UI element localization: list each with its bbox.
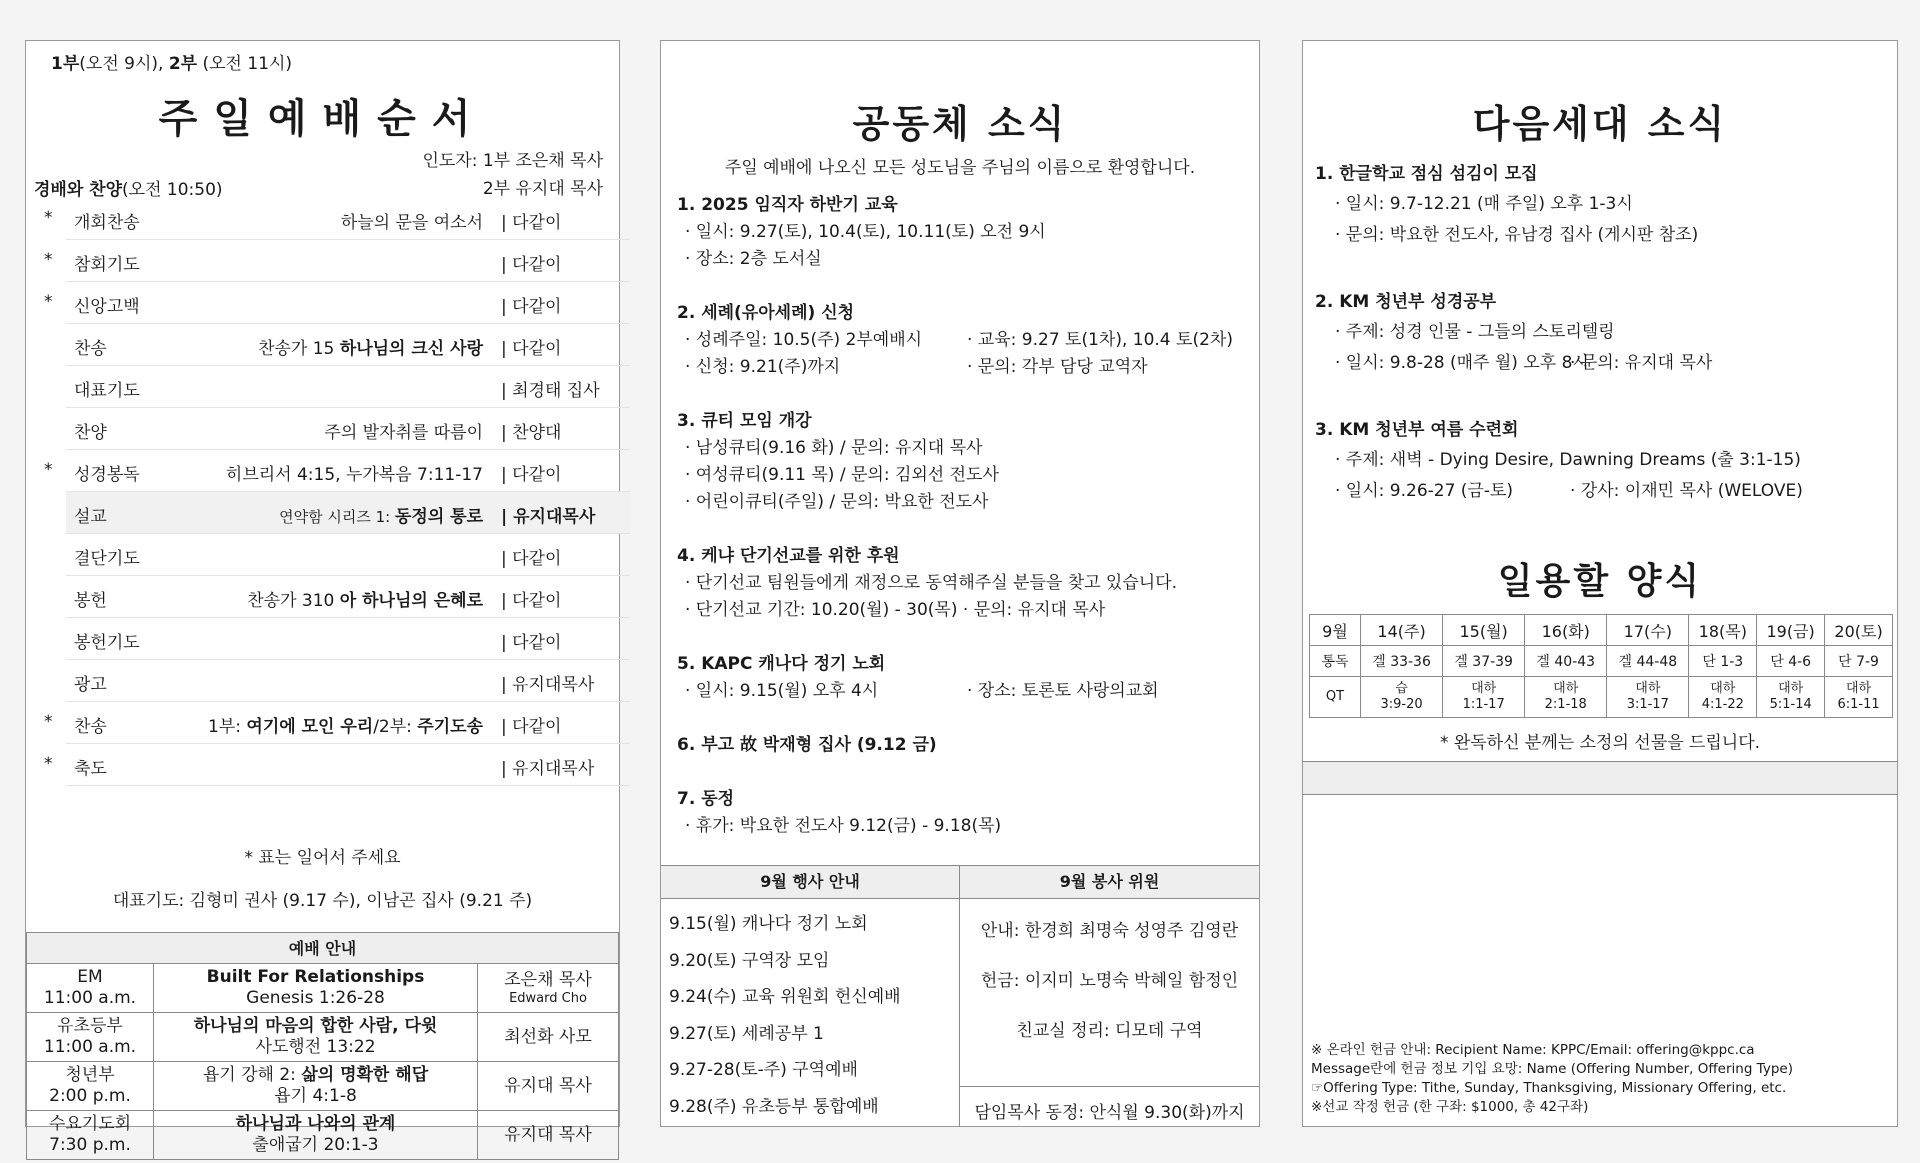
news-line-text-2: · 교육: 9.27 토(1차), 10.4 토(2차) xyxy=(967,330,1233,350)
detail-series: 연약함 시리즈 1: xyxy=(279,508,395,526)
leader-1: 인도자: 1부 조은채 목사 xyxy=(422,151,603,171)
order-item-name: 대표기도 xyxy=(74,381,140,401)
news-line-text: · 일시: 9.26-27 (금-토) xyxy=(1335,481,1514,501)
news-heading: 3. 큐티 모임 개강 xyxy=(677,411,812,431)
service-message-cell xyxy=(154,1013,478,1062)
reading-cell: 겔 33-36 xyxy=(1361,646,1443,677)
qt-cell xyxy=(1607,677,1689,718)
reading-cell: 겔 37-39 xyxy=(1443,646,1525,677)
news-line xyxy=(1315,189,1885,220)
events-title: 9월 행사 안내 xyxy=(661,866,959,899)
order-row xyxy=(44,198,630,240)
reading-cell: 단 1-3 xyxy=(1689,646,1757,677)
qt-book: 습 xyxy=(1395,681,1408,696)
detail-title: 하나님의 크신 사랑 xyxy=(339,339,483,359)
qt-verses: 3:9-20 xyxy=(1380,697,1423,712)
service-title: 하나님과 나와의 관계 xyxy=(235,1114,396,1134)
service-group: EM xyxy=(77,967,103,987)
service-speaker: 유지대 목사 xyxy=(504,1124,592,1145)
news-line-text: · 일시: 9.27(토), 10.4(토), 10.11(토) 오전 9시 xyxy=(685,222,1046,242)
news-line xyxy=(1315,445,1885,476)
qt-cell xyxy=(1525,677,1607,718)
news-heading: 2. KM 청년부 성경공부 xyxy=(1315,292,1497,312)
reading-plan-day: 14(주) xyxy=(1361,615,1443,646)
next-generation-panel xyxy=(1302,40,1898,1127)
service-message-cell xyxy=(154,1062,478,1111)
news-line-text-2: · 장소: 토론토 사랑의교회 xyxy=(967,681,1159,701)
next-gen-list xyxy=(1315,159,1885,543)
qt-row xyxy=(1310,677,1893,718)
service-group: 청년부 xyxy=(65,1065,115,1085)
service-row xyxy=(27,964,619,1013)
news-line xyxy=(677,246,1247,273)
detail-title: 여기에 모인 우리 xyxy=(246,717,374,737)
standing-note: * 표는 일어서 주세요 xyxy=(244,848,401,868)
order-item-name: 결단기도 xyxy=(74,549,140,569)
news-line-text-2: · 문의: 유지대 목사 xyxy=(1570,353,1713,373)
news-line xyxy=(677,489,1247,516)
news-line xyxy=(677,813,1247,840)
service-time: 11:00 a.m. xyxy=(43,1037,137,1057)
detail-title-2: 주기도송 xyxy=(417,717,483,737)
online-line-1: ※ 온라인 헌금 안내: Recipient Name: KPPC/Email: offering@kppc.ca xyxy=(1311,1042,1755,1058)
reading-plan-table xyxy=(1309,614,1893,718)
september-schedule xyxy=(661,865,1259,1127)
news-heading: 6. 부고 故 박재형 집사 (9.12 금) xyxy=(677,735,937,755)
order-item-detail xyxy=(208,712,483,737)
worship-leaders xyxy=(422,147,603,203)
news-heading: 7. 동정 xyxy=(677,789,735,809)
order-item-leader: | 다같이 xyxy=(501,465,562,485)
event-item: 9.20(토) 구역장 모임 xyxy=(669,950,830,971)
news-line-text: · 주제: 성경 인물 - 그들의 스토리텔링 xyxy=(1335,322,1615,342)
news-line-text: · 휴가: 박요한 전도사 9.12(금) - 9.18(목) xyxy=(685,816,1002,836)
service-row xyxy=(27,1062,619,1111)
order-item-name: 개회찬송 xyxy=(74,213,140,233)
service-title-line xyxy=(154,967,477,988)
detail-text: 주의 발자취를 따름이 xyxy=(324,423,483,443)
order-item-name: 찬양 xyxy=(74,423,107,443)
service-row xyxy=(27,1111,619,1160)
reading-plan-header xyxy=(1310,615,1893,646)
service-group: 수요기도회 xyxy=(48,1114,132,1134)
standing-marker: * xyxy=(44,712,53,732)
order-row xyxy=(66,492,630,534)
leader-2: 2부 유지대 목사 xyxy=(482,179,603,199)
order-item-leader: | 다같이 xyxy=(501,297,562,317)
online-offering-info xyxy=(1311,1041,1793,1117)
reading-cell: 단 7-9 xyxy=(1825,646,1893,677)
news-item xyxy=(677,299,1247,381)
news-line-text: · 어린이큐티(주일) / 문의: 박요한 전도사 xyxy=(685,492,989,512)
service-time: 2:00 p.m. xyxy=(49,1086,131,1106)
news-line xyxy=(677,678,1247,705)
volunteers-title: 9월 봉사 위원 xyxy=(960,866,1259,899)
service-title: Built For Relationships xyxy=(206,967,425,987)
news-line-text: · 일시: 9.8-28 (매주 월) 오후 8시 xyxy=(1335,353,1589,373)
reading-plan-day: 19(금) xyxy=(1757,615,1825,646)
order-item-name: 찬송 xyxy=(74,339,107,359)
order-row xyxy=(66,534,630,576)
order-item-name: 봉헌 xyxy=(74,591,107,611)
service-scripture: 욥기 4:1-8 xyxy=(274,1086,357,1106)
order-row xyxy=(66,324,630,366)
news-line-text-2: · 강사: 이재민 목사 (WELOVE) xyxy=(1570,481,1803,501)
opening-time: (오전 10:50) xyxy=(122,180,223,200)
news-line xyxy=(1315,220,1885,251)
service-2-label: 2부 xyxy=(168,54,198,74)
qt-verses: 5:1-14 xyxy=(1769,697,1812,712)
detail-prefix: 찬송가 15 xyxy=(258,339,340,359)
event-item: 9.15(월) 캐나다 정기 노회 xyxy=(669,914,868,934)
service-title: 삶의 명확한 해답 xyxy=(301,1065,429,1085)
order-item-leader: | 다같이 xyxy=(501,717,562,737)
qt-verses: 6:1-11 xyxy=(1837,697,1880,712)
qt-book: 대하 xyxy=(1778,681,1804,696)
order-row xyxy=(66,366,630,408)
news-line-text: · 단기선교 팀원들에게 재정으로 동역해주실 분들을 찾고 있습니다. xyxy=(685,573,1178,593)
service-group: 유초등부 xyxy=(57,1016,123,1036)
order-item-leader: | 유지대목사 xyxy=(501,507,596,527)
service-row xyxy=(27,1013,619,1062)
service-title-line xyxy=(154,1114,477,1135)
service-message-cell xyxy=(154,964,478,1013)
qt-book: 대하 xyxy=(1553,681,1579,696)
news-item xyxy=(677,542,1247,624)
news-line xyxy=(677,219,1247,246)
events-list xyxy=(669,906,901,1125)
reading-plan-day: 9월 xyxy=(1310,615,1361,646)
order-item-detail xyxy=(324,418,483,443)
standing-marker: * xyxy=(44,754,53,774)
order-row xyxy=(44,282,630,324)
order-item-leader: | 유지대목사 xyxy=(501,675,595,695)
news-line-text: · 주제: 새벽 - Dying Desire, Dawning Dreams (출 3:1-15) xyxy=(1335,450,1801,470)
service-time: 11:00 a.m. xyxy=(43,988,137,1008)
order-item-leader: | 다같이 xyxy=(501,213,562,233)
order-item-leader: | 유지대목사 xyxy=(501,759,595,779)
worship-order-panel xyxy=(25,40,620,1155)
reading-row xyxy=(1310,646,1893,677)
daily-bread-title: 일용할 양식 xyxy=(1497,561,1703,602)
services-title: 예배 안내 xyxy=(27,933,619,964)
order-item-name: 봉헌기도 xyxy=(74,633,140,653)
order-item-leader: | 다같이 xyxy=(501,339,562,359)
order-item-detail xyxy=(279,502,483,527)
news-item xyxy=(677,785,1247,840)
event-item: 9.24(수) 교육 위원회 헌신예배 xyxy=(669,987,901,1007)
news-item xyxy=(677,191,1247,273)
order-item-name: 축도 xyxy=(74,759,107,779)
detail-mid: /2부: xyxy=(373,717,418,737)
news-item xyxy=(677,731,1247,759)
qt-cell xyxy=(1757,677,1825,718)
news-line xyxy=(677,597,1247,624)
qt-book: 대하 xyxy=(1845,681,1872,696)
order-item-name: 참회기도 xyxy=(74,255,140,275)
detail-text: 하늘의 문을 여소서 xyxy=(340,213,483,233)
qt-cell xyxy=(1361,677,1443,718)
standing-marker: * xyxy=(44,292,53,312)
qt-cell xyxy=(1689,677,1757,718)
order-item-leader: | 다같이 xyxy=(501,549,562,569)
news-line-text: · 여성큐티(9.11 목) / 문의: 김외선 전도사 xyxy=(685,465,999,485)
news-line xyxy=(1315,348,1885,379)
service-scripture: Genesis 1:26-28 xyxy=(246,988,385,1008)
news-heading: 2. 세례(유아세례) 신청 xyxy=(677,303,855,323)
online-line-2: Message란에 헌금 정보 기입 요망: Name (Offering Number, Offering Type) xyxy=(1311,1061,1793,1077)
service-title-line xyxy=(154,1065,477,1086)
service-speaker-cell xyxy=(478,1062,619,1111)
order-item-name: 광고 xyxy=(74,675,107,695)
news-line-text: · 일시: 9.7-12.21 (매 주일) 오후 1-3시 xyxy=(1335,194,1633,214)
news-line-text: · 문의: 박요한 전도사, 유남경 집사 (게시판 참조) xyxy=(1335,225,1699,245)
news-line xyxy=(1315,476,1885,507)
volunteer-item: 안내: 한경희 최명숙 성영주 김영란 xyxy=(980,921,1239,941)
reading-plan-day: 17(수) xyxy=(1607,615,1689,646)
order-item-detail xyxy=(226,460,483,485)
service-title: 하나님의 마음의 합한 사람, 다윗 xyxy=(193,1016,438,1036)
online-line-4: ※선교 작정 헌금 (한 구좌: $1000, 총 42구좌) xyxy=(1311,1099,1589,1115)
qt-verses: 2:1-18 xyxy=(1544,697,1587,712)
order-row xyxy=(66,660,630,702)
news-line xyxy=(677,327,1247,354)
service-speaker-cell xyxy=(478,1013,619,1062)
reading-plan-day: 20(토) xyxy=(1825,615,1893,646)
service-speaker: 유지대 목사 xyxy=(504,1075,592,1096)
next-gen-title: 다음세대 소식 xyxy=(1472,102,1728,146)
service-scripture: 출애굽기 20:1-3 xyxy=(252,1135,379,1155)
detail-title: 동정의 통로 xyxy=(394,507,483,527)
qt-verses: 3:1-17 xyxy=(1626,697,1669,712)
services-table xyxy=(26,932,619,1160)
service-speaker-cell xyxy=(478,964,619,1013)
order-item-detail xyxy=(258,334,483,359)
order-row xyxy=(66,576,630,618)
order-item-detail xyxy=(247,586,483,611)
standing-marker: * xyxy=(44,460,53,480)
worship-order-list xyxy=(44,198,630,786)
order-item-name: 설교 xyxy=(74,507,107,527)
reading-plan-day: 18(목) xyxy=(1689,615,1757,646)
news-line-text: · 신청: 9.21(주)까지 xyxy=(685,357,841,377)
order-item-name: 찬송 xyxy=(74,717,107,737)
news-item xyxy=(1315,159,1885,251)
volunteer-item: 헌금: 이지미 노명숙 박혜일 함정인 xyxy=(980,971,1239,991)
detail-text: 히브리서 4:15, 누가복음 7:11-17 xyxy=(225,465,483,485)
news-heading: 3. KM 청년부 여름 수련회 xyxy=(1315,420,1519,440)
reading-cell: 겔 44-48 xyxy=(1607,646,1689,677)
community-news-panel xyxy=(660,40,1260,1127)
service-message-cell xyxy=(154,1111,478,1160)
news-heading: 1. 2025 임직자 하반기 교육 xyxy=(677,195,898,215)
qt-book: 대하 xyxy=(1710,681,1736,696)
worship-order-title: 주일예배순서 xyxy=(158,96,487,142)
news-heading: 4. 케냐 단기선교를 위한 후원 xyxy=(677,546,900,566)
order-item-leader: | 찬양대 xyxy=(501,423,562,443)
gift-note: * 완독하신 분께는 소정의 선물을 드립니다. xyxy=(1439,733,1761,753)
order-item-detail xyxy=(341,208,483,233)
qt-verses: 4:1-22 xyxy=(1701,697,1744,712)
order-row xyxy=(66,408,630,450)
service-speaker-en: Edward Cho xyxy=(509,991,587,1006)
order-item-leader: | 다같이 xyxy=(501,633,562,653)
order-row xyxy=(44,702,630,744)
news-line-text: · 성례주일: 10.5(주) 2부예배시 xyxy=(685,330,923,350)
service-times xyxy=(51,49,292,74)
opening-worship xyxy=(34,175,223,200)
opening-label: 경배와 찬양 xyxy=(34,180,123,200)
reading-plan-day: 15(월) xyxy=(1443,615,1525,646)
order-row xyxy=(44,744,630,786)
standing-marker: * xyxy=(44,250,53,270)
order-row xyxy=(44,240,630,282)
service-time: 7:30 p.m. xyxy=(49,1135,131,1155)
news-line xyxy=(677,354,1247,381)
service-group-cell xyxy=(27,1111,154,1160)
order-item-name: 신앙고백 xyxy=(74,297,140,317)
news-line-text: · 장소: 2층 도서실 xyxy=(685,249,822,269)
news-heading: 1. 한글학교 점심 섬김이 모집 xyxy=(1315,164,1538,184)
service-speaker: 조은채 목사 xyxy=(504,970,592,990)
volunteer-item: 친교실 정리: 디모데 구역 xyxy=(1016,1021,1203,1041)
reading-row-label: 통독 xyxy=(1310,646,1361,677)
news-line xyxy=(677,570,1247,597)
reading-cell: 겔 40-43 xyxy=(1525,646,1607,677)
standing-marker: * xyxy=(44,208,53,228)
news-line xyxy=(677,462,1247,489)
reading-plan-day: 16(화) xyxy=(1525,615,1607,646)
service-speaker-cell xyxy=(478,1111,619,1160)
service-scripture: 사도행전 13:22 xyxy=(255,1037,376,1057)
divider-band xyxy=(1303,761,1897,795)
event-item: 9.27-28(토-주) 구역예배 xyxy=(669,1060,858,1080)
service-group-cell xyxy=(27,1062,154,1111)
order-item-leader: | 다같이 xyxy=(501,591,562,611)
service-group-cell xyxy=(27,1013,154,1062)
service-1-label: 1부 xyxy=(51,54,80,74)
qt-cell xyxy=(1443,677,1525,718)
news-item xyxy=(1315,287,1885,379)
detail-title: 아 하나님의 은혜로 xyxy=(339,591,483,611)
news-item xyxy=(677,650,1247,705)
news-heading: 5. KAPC 캐나다 정기 노회 xyxy=(677,654,886,674)
news-line xyxy=(1315,317,1885,348)
news-line-text: · 남성큐티(9.16 화) / 문의: 유지대 목사 xyxy=(685,438,983,458)
pastor-note: 담임목사 동정: 안식월 9.30(화)까지 xyxy=(960,1086,1259,1133)
qt-book: 대하 xyxy=(1635,681,1661,696)
news-line xyxy=(677,435,1247,462)
service-2-time: (오전 11시) xyxy=(197,54,293,74)
service-speaker: 최선화 사모 xyxy=(504,1026,592,1047)
news-item xyxy=(1315,415,1885,507)
detail-prefix: 찬송가 310 xyxy=(247,591,340,611)
community-news-list xyxy=(677,191,1247,866)
service-title-prefix: 욥기 강해 2: xyxy=(202,1065,302,1085)
event-item: 9.27(토) 세례공부 1 xyxy=(669,1023,824,1044)
order-item-name: 성경봉독 xyxy=(74,465,140,485)
qt-verses: 1:1-17 xyxy=(1462,697,1505,712)
volunteers-list xyxy=(960,906,1259,1123)
online-line-3: ☞Offering Type: Tithe, Sunday, Thanksgiving, Missionary Offering, etc. xyxy=(1311,1080,1787,1096)
order-item-leader: | 다같이 xyxy=(501,255,562,275)
service-group-cell xyxy=(27,964,154,1013)
order-item-leader: | 최경태 집사 xyxy=(501,381,600,401)
qt-cell xyxy=(1825,677,1893,718)
order-row xyxy=(44,450,630,492)
reading-cell: 단 4-6 xyxy=(1757,646,1825,677)
event-item: 9.28(주) 유초등부 통합예배 xyxy=(669,1096,879,1117)
detail-prefix: 1부: xyxy=(208,717,247,737)
qt-row-label: QT xyxy=(1310,677,1361,718)
qt-book: 대하 xyxy=(1471,681,1497,696)
service-title-line xyxy=(154,1016,477,1037)
service-1-time: (오전 9시), xyxy=(79,54,169,74)
news-line-text: · 단기선교 기간: 10.20(월) - 30(목) · 문의: 유지대 목사 xyxy=(685,600,1106,620)
representative-prayer: 대표기도: 김형미 권사 (9.17 수), 이남곤 집사 (9.21 주) xyxy=(112,891,533,911)
news-line-text-2: · 문의: 각부 담당 교역자 xyxy=(967,357,1148,377)
community-title: 공동체 소식 xyxy=(852,102,1068,146)
order-row xyxy=(66,618,630,660)
news-line-text: · 일시: 9.15(월) 오후 4시 xyxy=(685,681,879,701)
volunteer-lines xyxy=(960,906,1259,1056)
welcome-message: 주일 예배에 나오신 모든 성도님을 주님의 이름으로 환영합니다. xyxy=(724,158,1196,178)
news-item xyxy=(677,407,1247,516)
